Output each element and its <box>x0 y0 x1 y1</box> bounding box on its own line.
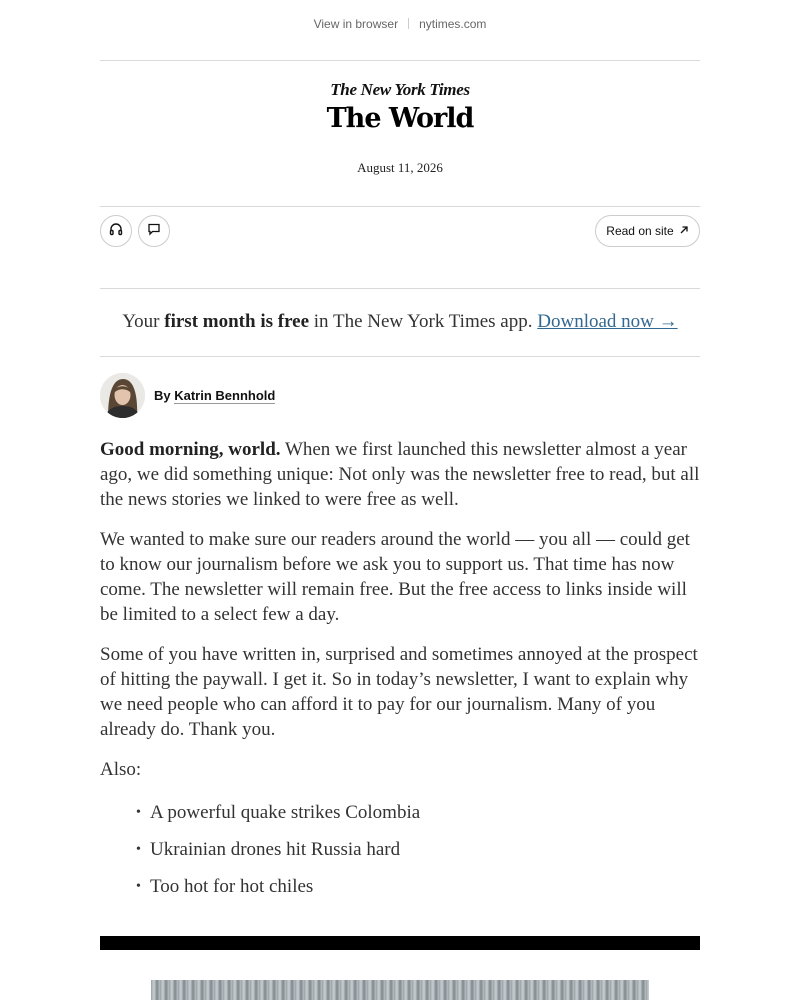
divider <box>408 18 409 29</box>
newsletter-date: August 11, 2026 <box>357 160 443 175</box>
paragraph <box>100 437 700 512</box>
also-label: Also: <box>100 759 142 780</box>
comment-icon <box>147 222 161 241</box>
list-item-text: Too hot for hot chiles <box>150 876 314 897</box>
author-avatar[interactable] <box>100 373 145 418</box>
masthead <box>0 80 800 134</box>
nyt-logo[interactable]: The New York Times <box>330 80 470 99</box>
read-on-site-label: Read on site <box>606 224 674 238</box>
nytimes-link[interactable]: nytimes.com <box>419 17 487 31</box>
list-item-text: A powerful quake strikes Colombia <box>150 802 421 823</box>
paragraph: Some of you have written in, surprised and sometimes annoyed at the prospect of hitting the paywall. I get it. So in today’s newsletter, I want to explain why we need people who can afford it to pay for our journalism. Many of you already do. Thank you. <box>100 644 698 740</box>
bullet-icon: • <box>136 879 141 894</box>
promo-text: Your <box>122 311 165 332</box>
divider <box>100 60 700 61</box>
listen-button[interactable] <box>100 215 132 247</box>
newsletter-body <box>100 437 700 911</box>
app-promo <box>0 311 800 333</box>
list-item[interactable] <box>136 837 700 862</box>
read-on-site-button[interactable] <box>595 215 700 247</box>
comment-button[interactable] <box>138 215 170 247</box>
view-in-browser-link[interactable]: View in browser <box>313 17 399 31</box>
headline-list <box>100 800 700 899</box>
promo-text: in The New York Times app. <box>309 311 538 332</box>
section-divider-bar <box>100 936 700 950</box>
divider <box>100 288 700 289</box>
lead-photo[interactable] <box>151 980 649 1000</box>
greeting: Good morning, world. <box>100 439 281 460</box>
paragraph-text: When we first launched this newsletter almost a year ago, we did something unique: Not only was the newsletter free to read, but all the news stories we linked to were free as well. <box>100 439 700 510</box>
top-links <box>0 17 800 31</box>
paragraph: We wanted to make sure our readers around the world — you all — could get to know our journalism before we ask you to support us. That time has now come. The newsletter will remain free. But the free access to links inside will be limited to a select few a day. <box>100 529 690 625</box>
byline <box>100 373 275 418</box>
list-item-text: Ukrainian drones hit Russia hard <box>150 839 401 860</box>
list-item[interactable] <box>136 800 700 825</box>
divider <box>100 356 700 357</box>
byline-text <box>154 388 275 403</box>
newsletter-title: The World <box>326 103 474 134</box>
bullet-icon: • <box>136 842 141 857</box>
arrow-up-right-icon <box>679 224 689 238</box>
list-item[interactable] <box>136 874 700 899</box>
download-now-link[interactable]: Download now → <box>537 311 678 332</box>
divider <box>100 206 700 207</box>
author-link[interactable]: Katrin Bennhold <box>174 388 276 403</box>
bullet-icon: • <box>136 805 141 820</box>
promo-highlight: first month is free <box>164 311 310 332</box>
byline-prefix: By <box>154 388 175 403</box>
headphones-icon <box>108 221 124 242</box>
